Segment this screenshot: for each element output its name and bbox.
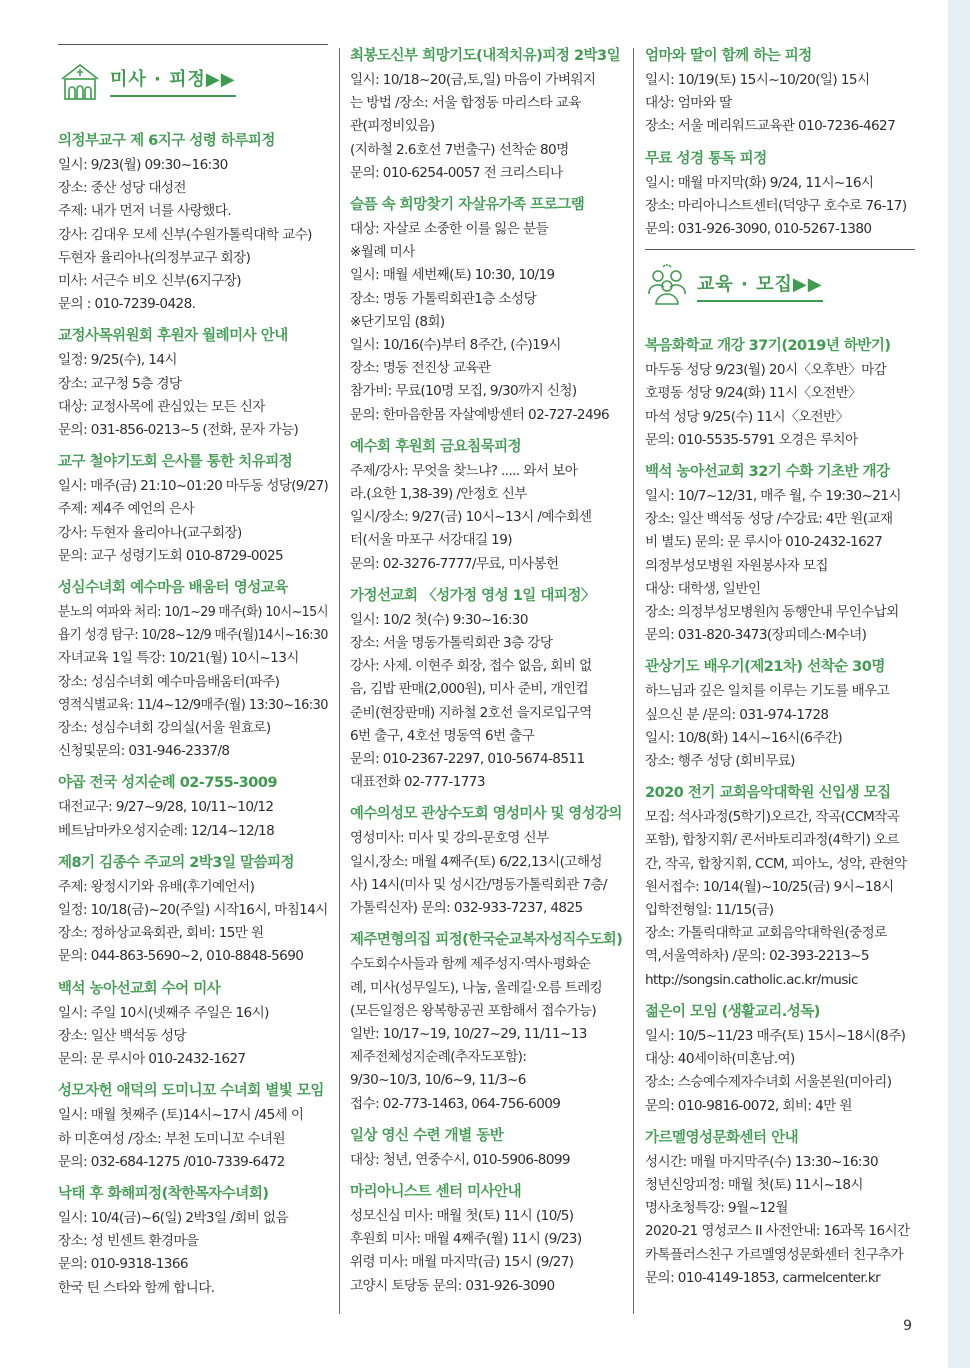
notice-block (645, 44, 915, 139)
section-line: 싶으신 분 /문의: 031-974-1728 (645, 706, 829, 723)
section-line: 간, 작곡, 합창지휘, CCM, 피아노, 성악, 관현악 (645, 855, 907, 872)
section-line: 장소: 일산 백석동 성당 (58, 1027, 186, 1044)
section-line: 문의: 교구 성령기도회 010-8729-0025 (58, 547, 284, 564)
section-line: 장소: 행주 성당 (회비무료) (645, 753, 795, 770)
section-line: 대상: 청년, 연중수시, 010-5906-8099 (350, 1151, 570, 1168)
section-line: 문의: 010-6254-0057 전 크리스티나 (350, 164, 563, 181)
notice-block (58, 771, 328, 842)
section-title: 가정선교회 〈성가정 영성 1일 대피정〉 (350, 587, 595, 604)
section-line: 고양시 토당동 문의: 031-926-3090 (350, 1277, 555, 1294)
section-line: 두현자 율리아나(의정부교구 회장) (58, 249, 251, 266)
section-line: 위령 미사: 매월 마지막(금) 15시 (9/27) (350, 1254, 574, 1271)
section-line: 준비(현장판매) 지하철 2호선 을지로입구역 (350, 704, 592, 721)
section-line: 문의: 문 루시아 010-2432-1627 (58, 1051, 246, 1068)
section-line: 하 미혼여성 /장소: 부천 도미니꼬 수녀원 (58, 1130, 286, 1147)
section-line: 장소: 정하상교육회관, 회비: 15만 원 (58, 925, 264, 942)
section-title: 교구 철야기도회 은사를 통한 치유피정 (58, 454, 293, 471)
section-title: 야곱 전국 성지순례 02-755-3009 (58, 775, 278, 792)
section-line: 카톡플러스친구 가르멜영성문화센터 친구추가 (645, 1246, 904, 1263)
col2-sections (350, 44, 622, 1298)
section-line: (모든일정은 왕복항공권 포함해서 접수가능) (350, 1002, 597, 1019)
section-line: 일시,장소: 매월 4째주(토) 6/22,13시(고해성 (350, 853, 602, 870)
section-line: 일정: 10/18(금)~20(주일) 시작16시, 마침14시 (58, 902, 328, 919)
section-title: 성심수녀회 예수마음 배움터 영성교육 (58, 580, 288, 597)
section-line: 장소: 명동 가톨릭회관1층 소성당 (350, 290, 537, 307)
section-line: 명사초청특강: 9월~12월 (645, 1200, 788, 1217)
section-line: 모집: 석사과정(5학기)오르간, 작곡(CCM작곡 (645, 809, 900, 826)
section-line: 사) 14시(미사 및 성시간/명동가톨릭회관 7층/ (350, 876, 607, 893)
notice-block (645, 147, 915, 242)
section-line: 는 방법 /장소: 서울 합정동 마리스타 교육 (350, 95, 581, 112)
section-title: 백석 농아선교회 32기 수화 기초반 개강 (645, 464, 890, 481)
section-line: 장소: 일산 백석동 성당 /수강료: 4만 원(교재 (645, 511, 893, 528)
section-title: 마리아니스트 센터 미사안내 (350, 1183, 522, 1200)
section-line: 문의: 한마음한몸 자살예방센터 02-727-2496 (350, 406, 610, 423)
section-line: http://songsin.catholic.ac.kr/music (645, 971, 858, 988)
section-title: 관상기도 배우기(제21차) 선착순 30명 (645, 659, 885, 676)
notice-block (350, 193, 622, 427)
section-line: 장소: 마리아니스트센터(덕양구 호수로 76-17) (645, 197, 907, 214)
section-line: 일시: 10/7~12/31, 매주 월, 수 19:30~21시 (645, 488, 901, 505)
category-rule (645, 249, 915, 250)
section-line: 문의: 010-9318-1366 (58, 1256, 188, 1273)
notice-block (58, 1182, 328, 1300)
section-line: 주제: 제4주 예언의 은사 (58, 501, 194, 518)
section-line: 대상: 대학생, 일반인 (645, 580, 761, 597)
section-line: 장소: 성심수녀회 강의실(서울 원효로) (58, 720, 271, 737)
section-title: 젊은이 모임 (생활교리.성독) (645, 1003, 820, 1020)
section-line: 일시: 매월 세번째(토) 10:30, 10/19 (350, 267, 555, 284)
section-line: 문의: 010-2367-2297, 010-5674-8511 (350, 751, 585, 768)
section-line: 일정: 9/25(수), 14시 (58, 352, 177, 369)
section-line: 장소: 교구청 5층 경당 (58, 375, 182, 392)
section-line: 관(피정비있음) (350, 118, 435, 135)
section-line: 제주전체성지순례(추자도포함): (350, 1049, 527, 1066)
section-line: 장소: 성심수녀회 예수마음배움터(파주) (58, 673, 280, 690)
section-title: 최봉도신부 희망기도(내적치유)피정 2박3일 (350, 48, 621, 64)
section-title: 제주면형의집 피정(한국순교복자성직수도회) (350, 932, 623, 949)
column-2 (350, 44, 622, 1306)
section-line: 영성미사: 미사 및 강의-문호영 신부 (350, 830, 549, 847)
notice-block (350, 802, 622, 920)
section-title: 가르멜영성문화센터 안내 (645, 1129, 799, 1146)
section-line: 후원회 미사: 매월 4째주(월) 11시 (9/23) (350, 1231, 582, 1248)
section-line: 일시: 주일 10시(넷째주 주일은 16시) (58, 1004, 269, 1021)
column-divider-1 (339, 48, 340, 1314)
section-line: 문의 : 010-7239-0428. (58, 296, 196, 313)
notice-block (350, 435, 622, 576)
section-line: 일시: 9/23(월) 09:30~16:30 (58, 157, 228, 173)
notice-block (350, 928, 622, 1115)
section-line: 욥기 성경 탐구: 10/28~12/9 매주(월)14시~16:30 (58, 627, 328, 644)
section-title: 엄마와 딸이 함께 하는 피정 (645, 48, 812, 64)
section-title: 무료 성경 통독 피정 (645, 150, 767, 167)
section-line: 강사: 두현자 율리아나(교구회장) (58, 524, 242, 541)
section-line: 2020-21 영성코스 II 사전안내: 16과목 16시간 (645, 1223, 910, 1240)
section-line: 라.(요한 1,38-39) /안정호 신부 (350, 486, 527, 503)
section-line: 마석 성당 9/25(수) 11시〈오전반〉 (645, 408, 849, 425)
section-title: 슬픔 속 희망찾기 자살유가족 프로그램 (350, 197, 585, 214)
notice-block (58, 576, 328, 763)
section-line: 일시: 10/16(수)부터 8주간, (수)19시 (350, 337, 561, 354)
section-line: 일시: 10/4(금)~6(일) 2박3일 /회비 없음 (58, 1209, 289, 1226)
notice-block (645, 460, 915, 647)
section-line: 일시: 10/8(화) 14시~16시(6주간) (645, 729, 843, 746)
section-line: 호평동 성당 9/24(화) 11시〈오전반〉 (645, 385, 862, 402)
section-line: 하느님과 깊은 일치를 이루는 기도를 배우고 (645, 683, 890, 700)
section-line: 베트남마카오성지순례: 12/14~12/18 (58, 822, 275, 839)
section-title: 일상 영신 수련 개별 동반 (350, 1127, 504, 1144)
category-title: 교육 · 모집▶▶ (697, 270, 823, 302)
section-line: 분노의 여파와 처리: 10/1~29 매주(화) 10시~15시 (58, 604, 329, 621)
section-line: 입학전형일: 11/15(금) (645, 902, 774, 919)
section-line: 영적식별교육: 11/4~12/9매주(월) 13:30~16:30 (58, 696, 328, 713)
section-line: 문의: 010-4149-1853, carmelcenter.kr (645, 1269, 881, 1286)
section-line: 비 별도) 문의: 문 루시아 010-2432-1627 (645, 534, 883, 551)
section-title: 성모자헌 애덕의 도미니꼬 수녀회 별빛 모임 (58, 1083, 324, 1100)
notice-block (645, 1000, 915, 1118)
page-edge-band (948, 0, 970, 1368)
section-line: 강사: 김대우 모세 신부(수원가톨릭대학 교수) (58, 226, 312, 243)
church-icon (58, 59, 102, 103)
section-line: 문의: 02-3276-7777/무료, 미사봉헌 (350, 555, 559, 572)
section-line: (지하철 2.6호선 7번출구) 선착순 80명 (350, 141, 569, 158)
section-line: 문의: 044-863-5690~2, 010-8848-5690 (58, 948, 304, 965)
notice-block (350, 1124, 622, 1172)
section-line: 장소: 가톨릭대학교 교회음악대학원(중정로 (645, 925, 887, 942)
notice-block (350, 584, 622, 795)
section-line: 일시: 매주(금) 21:10~01:20 마두동 성당(9/27) (58, 478, 329, 495)
notice-block (645, 781, 915, 992)
section-line: ※단기모임 (8회) (350, 313, 445, 330)
section-line: 원서접수: 10/14(월)~10/25(금) 9시~18시 (645, 878, 894, 895)
col3-sections-top (645, 44, 915, 241)
col1-sections (58, 129, 328, 1300)
section-line: 문의: 032-684-1275 /010-7339-6472 (58, 1153, 285, 1170)
section-line: 신청및문의: 031-946-2337/8 (58, 743, 230, 760)
section-line: 장소: 의정부성모병원內 동행안내 무인수납외 (645, 604, 899, 621)
section-line: 대상: 40세이하(미혼남.여) (645, 1051, 795, 1068)
section-line: 의정부성모병원 자원봉사자 모집 (645, 557, 828, 574)
section-line: 접수: 02-773-1463, 064-756-6009 (350, 1095, 561, 1112)
section-line: 성시간: 매월 마지막주(수) 13:30~16:30 (645, 1153, 879, 1170)
section-line: 성모신심 미사: 매월 첫(토) 11시 (10/5) (350, 1207, 574, 1224)
notice-block (58, 1079, 328, 1174)
section-line: 6번 출구, 4호선 명동역 6번 출구 (350, 727, 535, 744)
section-title: 낙태 후 화해피정(착한목자수녀회) (58, 1185, 269, 1202)
section-line: 문의: 010-5535-5791 오경은 루치아 (645, 431, 858, 448)
section-line: 참가비: 무료(10명 모집, 9/30까지 신청) (350, 383, 577, 400)
column-1 (58, 44, 328, 1308)
section-line: 주제: 내가 먼저 너를 사랑했다. (58, 203, 231, 220)
column-divider-2 (633, 48, 634, 1314)
category-header-education-recruit (645, 260, 915, 312)
category-rule (58, 44, 328, 45)
notice-block (645, 655, 915, 773)
column-3 (645, 44, 915, 1298)
section-line: 일시: 매월 첫째주 (토)14시~17시 /45세 이 (58, 1107, 304, 1124)
notice-block (350, 1180, 622, 1298)
section-line: 대상: 자살로 소중한 이를 잃은 분들 (350, 221, 549, 238)
section-line: 장소: 명동 전진상 교육관 (350, 360, 491, 377)
section-line: 강사: 사제. 이현주 회장, 접수 없음, 회비 없 (350, 658, 592, 675)
section-line: 장소: 서울 명동가톨릭회관 3층 강당 (350, 635, 553, 652)
section-line: 자녀교육 1일 특강: 10/21(월) 10시~13시 (58, 650, 299, 667)
category-title: 미사 · 피정▶▶ (110, 65, 236, 97)
section-line: 미사: 서근수 비오 신부(6지구장) (58, 273, 241, 290)
notice-block (350, 44, 622, 185)
notice-block (645, 334, 915, 452)
section-title: 의정부교구 제 6지구 성령 하루피정 (58, 133, 275, 149)
section-line: 일시: 10/18~20(금,토,일) 마음이 가벼워지 (350, 72, 596, 88)
section-line: 한국 틴 스타와 함께 합니다. (58, 1279, 215, 1296)
section-title: 제8기 김종수 주교의 2박3일 말씀피정 (58, 854, 295, 871)
section-line: 수도회수사들과 함께 제주성지·역사·평화순 (350, 956, 591, 973)
section-line: 포함), 합창지휘/ 콘서바토리과정(4학기) 오르 (645, 832, 900, 849)
section-line: 일시: 매월 마지막(화) 9/24, 11시~16시 (645, 174, 874, 191)
notice-block (58, 851, 328, 969)
notice-block (58, 129, 328, 316)
section-line: 문의: 031-856-0213~5 (전화, 문자 가능) (58, 422, 299, 439)
section-line: 장소: 중산 성당 대성전 (58, 180, 186, 197)
col3-sections-bottom (645, 334, 915, 1290)
section-line: 마두동 성당 9/23(월) 20시〈오후반〉마감 (645, 362, 887, 379)
section-title: 복음화학교 개강 37기(2019년 하반기) (645, 338, 891, 355)
people-group-icon (645, 264, 689, 308)
section-title: 예수회 후원회 금요침묵피정 (350, 438, 522, 455)
section-line: 터(서울 마포구 서강대길 19) (350, 532, 512, 549)
section-line: 장소: 스승예수제자수녀회 서울본원(미아리) (645, 1074, 892, 1091)
section-line: 문의: 031-820-3473(장피데스·M수녀) (645, 627, 867, 644)
page-number: 9 (903, 1318, 912, 1334)
section-line: 9/30~10/3, 10/6~9, 11/3~6 (350, 1072, 526, 1089)
section-line: 주제/강사: 무엇을 찾느냐? ..... 와서 보아 (350, 462, 578, 479)
section-line: 일반: 10/17~19, 10/27~29, 11/11~13 (350, 1025, 587, 1042)
section-line: 일시: 10/5~11/23 매주(토) 15시~18시(8주) (645, 1027, 906, 1044)
notice-block (58, 450, 328, 568)
section-line: 일시/장소: 9/27(금) 10시~13시 /예수회센 (350, 509, 592, 526)
section-line: 대전교구: 9/27~9/28, 10/11~10/12 (58, 799, 274, 816)
section-line: 대표전화 02-777-1773 (350, 774, 485, 791)
section-line: 일시: 10/19(토) 15시~10/20(일) 15시 (645, 72, 870, 88)
section-line: 문의: 031-926-3090, 010-5267-1380 (645, 221, 872, 238)
section-title: 2020 전기 교회음악대학원 신입생 모집 (645, 785, 891, 802)
section-title: 백석 농아선교회 수어 미사 (58, 980, 221, 997)
section-line: 청년신앙피정: 매월 첫(토) 11시~18시 (645, 1176, 863, 1193)
notice-block (645, 1126, 915, 1290)
notice-block (58, 324, 328, 442)
section-line: 음, 김밥 판매(2,000원), 미사 준비, 개인컵 (350, 681, 589, 698)
section-line: 대상: 엄마와 딸 (645, 95, 732, 112)
section-title: 예수의성모 관상수도회 영성미사 및 영성강의 (350, 806, 622, 823)
notice-block (58, 977, 328, 1072)
section-title: 교정사목위원회 후원자 월례미사 안내 (58, 328, 288, 345)
section-line: 장소: 서울 메리워드교육관 010-7236-4627 (645, 118, 896, 135)
category-header-mass-retreat (58, 55, 328, 107)
section-line: 주제: 왕정시기와 유배(후기예언서) (58, 878, 255, 895)
section-line: ※월례 미사 (350, 244, 415, 261)
section-line: 문의: 010-9816-0072, 회비: 4만 원 (645, 1097, 852, 1114)
section-line: 가톨릭신자) 문의: 032-933-7237, 4825 (350, 900, 583, 917)
section-line: 역,서울역하차) /문의: 02-393-2213~5 (645, 948, 869, 965)
section-line: 일시: 10/2 첫(수) 9:30~16:30 (350, 611, 528, 628)
section-line: 장소: 성 빈센트 환경마을 (58, 1233, 199, 1250)
section-line: 대상: 교정사목에 관심있는 모든 신자 (58, 398, 265, 415)
section-line: 례, 미사(성무일도), 나눔, 올레길·오름 트레킹 (350, 979, 603, 996)
